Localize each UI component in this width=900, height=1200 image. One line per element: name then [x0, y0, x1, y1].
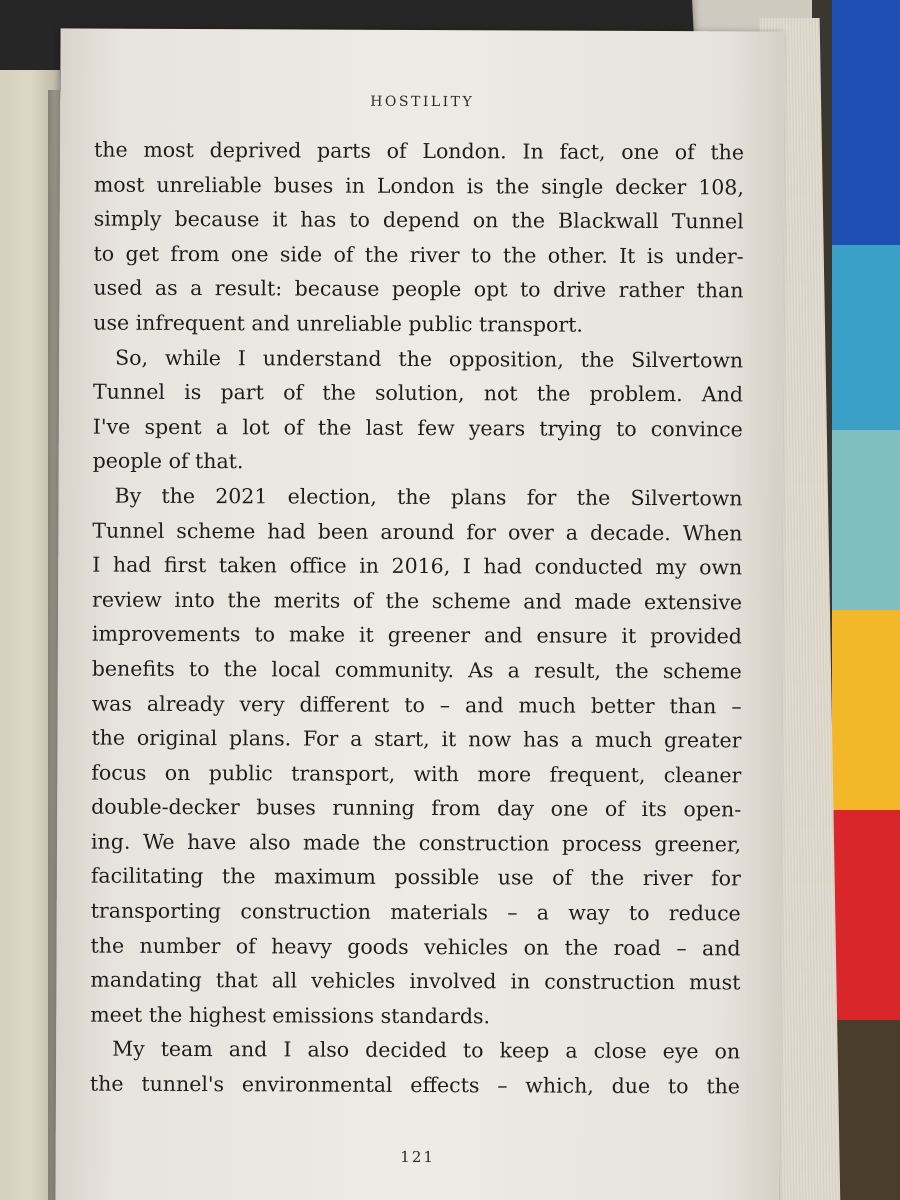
- spine-yellow: [832, 610, 900, 810]
- text-line: mandating that all vehicles involved in construction must: [90, 967, 741, 995]
- text-line: benefits to the local community. As a result, the scheme: [91, 656, 742, 684]
- text-line: Tunnel scheme had been around for over a decade. When: [92, 518, 743, 545]
- text-line: simply because it has to depend on the Blackwall Tunnel: [93, 206, 744, 234]
- text-line: the most deprived parts of London. In fact, one of the: [93, 137, 745, 165]
- running-head: HOSTILITY: [370, 93, 475, 111]
- text-line: meet the highest emissions standards.: [90, 1002, 491, 1029]
- text-line: ing. We have also made the construction process greener,: [90, 829, 742, 857]
- text-line: used as a result: because people opt to drive rather than: [93, 275, 744, 303]
- text-line: the original plans. For a start, it now has a much greater: [91, 725, 742, 753]
- text-line: transporting construction materials – a way to reduce: [90, 898, 741, 926]
- spine-dark: [832, 1020, 900, 1200]
- text-line: use infrequent and unreliable public transport.: [93, 310, 584, 337]
- text-line: Tunnel is part of the solution, not the problem. And: [92, 379, 744, 407]
- page-number: 121: [400, 1147, 435, 1167]
- text-line: the tunnel's environmental effects – which, due to the: [89, 1071, 741, 1099]
- text-line: to get from one side of the river to the other. It is under-: [93, 241, 744, 269]
- text-line: the number of heavy goods vehicles on the road – and: [90, 933, 741, 961]
- text-line: improvements to make it greener and ensure it provided: [91, 621, 742, 649]
- text-line: focus on public transport, with more frequent, cleaner: [91, 760, 742, 788]
- text-line: So, while I understand the opposition, the Silvertown: [115, 345, 744, 372]
- body-text: [90, 133, 744, 1104]
- text-line: double-decker buses running from day one of its open-: [91, 794, 742, 822]
- text-line: was already very different to – and much better than –: [91, 691, 742, 718]
- text-line: facilitating the maximum possible use of the river for: [90, 864, 741, 891]
- text-line: My team and I also decided to keep a close eye on: [112, 1037, 741, 1064]
- text-line: By the 2021 election, the plans for the Silvertown: [114, 483, 743, 511]
- text-line: review into the merits of the scheme and made extensive: [92, 587, 743, 615]
- text-line: I've spent a lot of the last few years trying to convince: [92, 414, 743, 442]
- spine-teal: [832, 430, 900, 610]
- spine-red: [832, 810, 900, 1020]
- text-line: I had first taken office in 2016, I had conducted my own: [92, 552, 743, 580]
- spine-light-blue: [832, 245, 900, 430]
- book-page: [55, 28, 784, 1200]
- spine-blue: [832, 0, 900, 245]
- text-line: most unreliable buses in London is the single decker 108,: [93, 172, 744, 200]
- text-line: people of that.: [92, 448, 244, 474]
